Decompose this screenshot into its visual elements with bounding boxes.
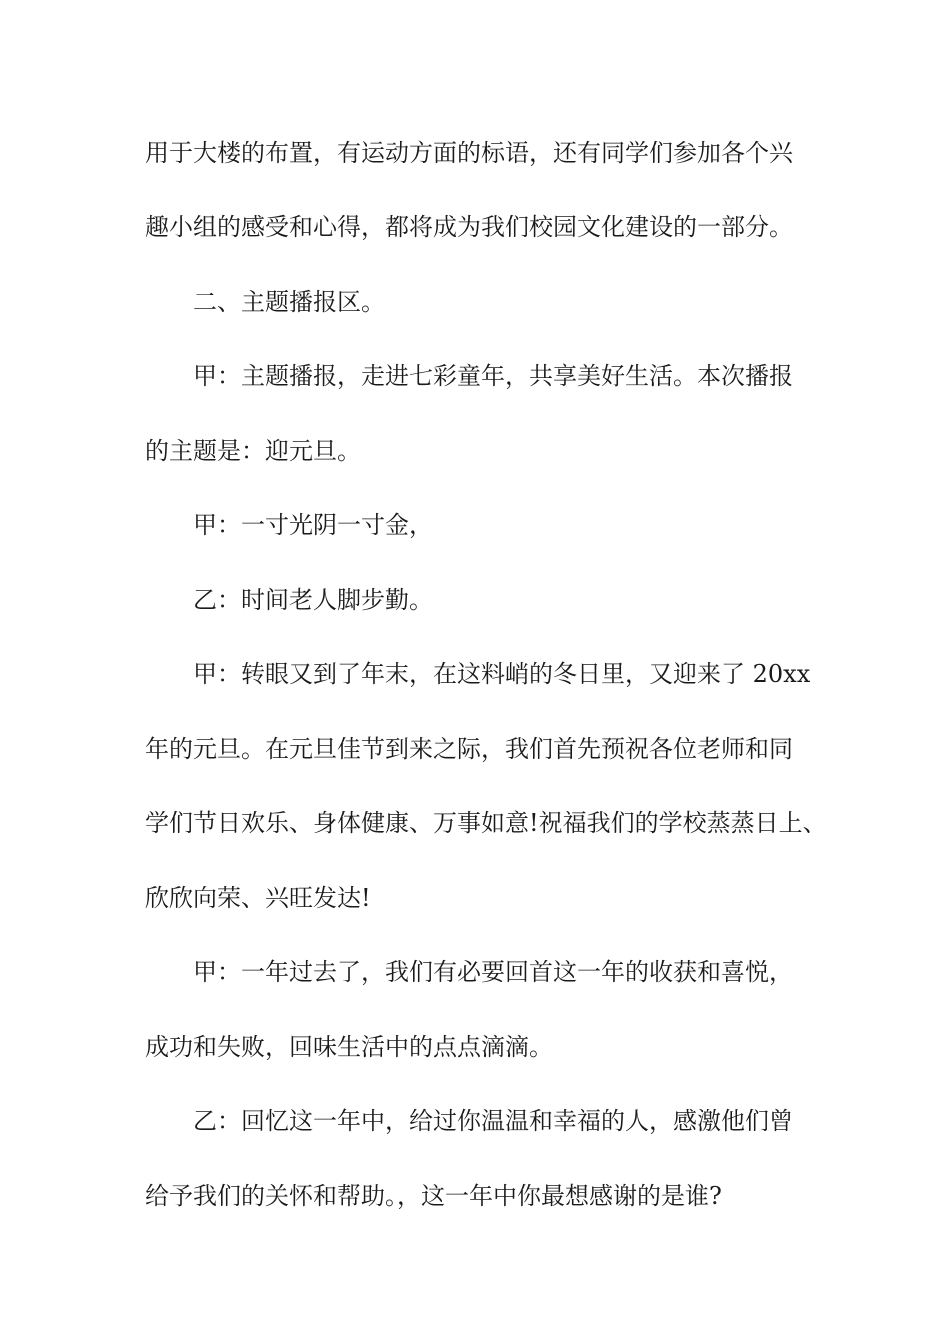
text-line-9: 年的元旦。在元旦佳节到来之际，我们首先预祝各位老师和同 (145, 735, 793, 763)
text-line-8: 甲：转眼又到了年末，在这料峭的冬日里，又迎来了 20xx (193, 660, 811, 688)
text-line-1: 用于大楼的布置，有运动方面的标语，还有同学们参加各个兴 (145, 139, 793, 167)
text-line-14: 乙：回忆这一年中，给过你温温和幸福的人，感激他们曾 (193, 1107, 793, 1135)
text-line-6: 甲：一寸光阴一寸金， (193, 511, 433, 539)
text-line-2: 趣小组的感受和心得，都将成为我们校园文化建设的一部分。 (145, 213, 793, 241)
text-line-4: 甲：主题播报，走进七彩童年，共享美好生活。本次播报 (193, 362, 793, 390)
text-line-11: 欣欣向荣、兴旺发达! (145, 884, 371, 912)
text-line-5: 的主题是：迎元旦。 (145, 437, 361, 465)
text-line-13: 成功和失败，回味生活中的点点滴滴。 (145, 1033, 553, 1061)
text-line-10: 学们节日欢乐、身体健康、万事如意!祝福我们的学校蒸蒸日上、 (145, 809, 827, 837)
text-line-12: 甲：一年过去了，我们有必要回首这一年的收获和喜悦， (193, 958, 793, 986)
text-line-15: 给予我们的关怀和帮助。，这一年中你最想感谢的是谁? (145, 1182, 722, 1210)
text-line-7: 乙：时间老人脚步勤。 (193, 586, 433, 614)
section-heading: 二、主题播报区。 (193, 288, 385, 316)
